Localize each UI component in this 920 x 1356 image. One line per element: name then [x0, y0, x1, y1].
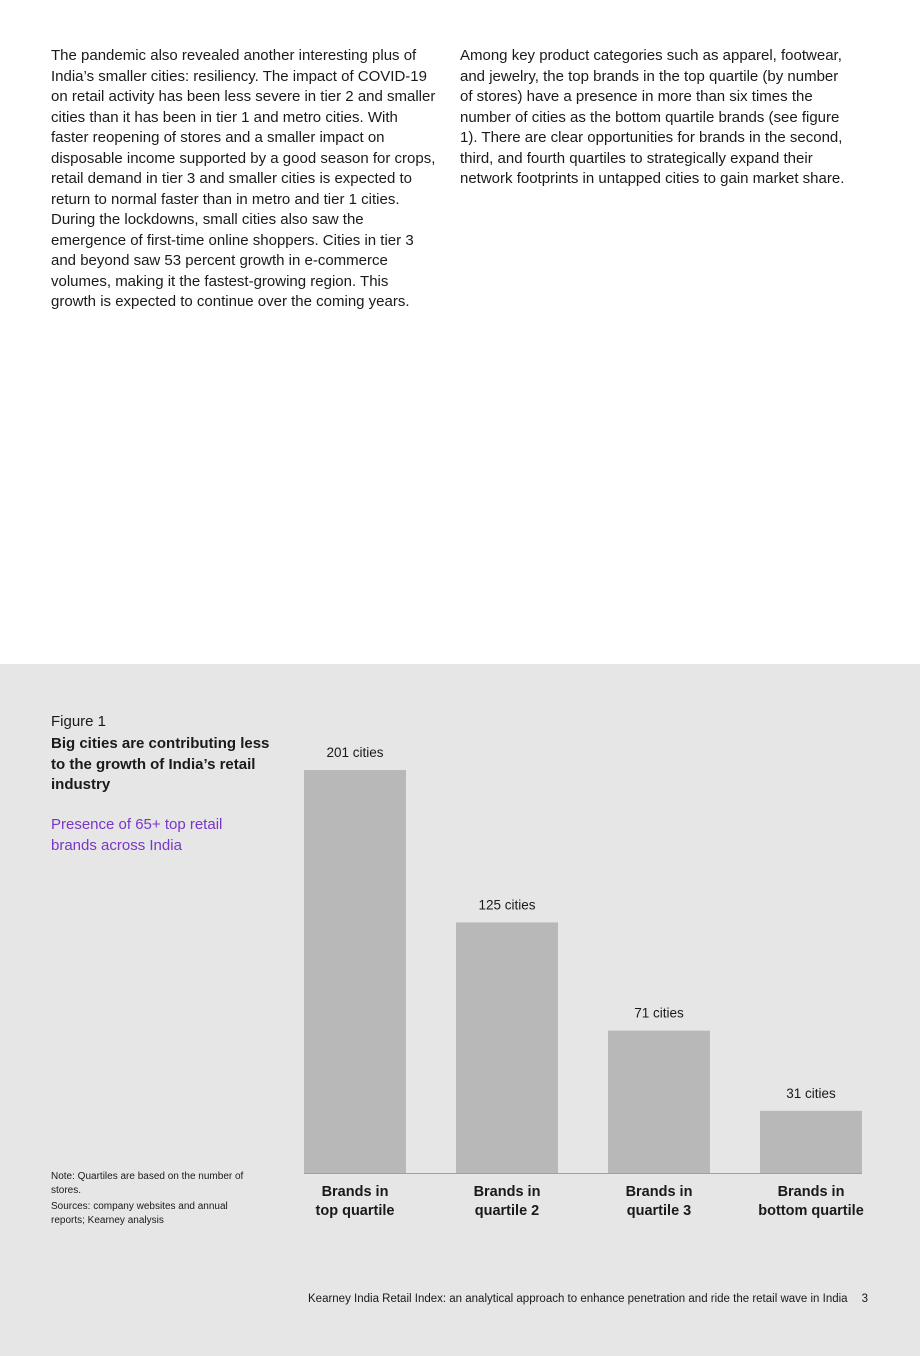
page-footer: [308, 1293, 868, 1305]
category-label-3: [589, 1183, 729, 1221]
category-label-4: [741, 1183, 881, 1221]
data-label-4: 31 cities: [786, 1085, 836, 1101]
bar-4: [760, 1111, 862, 1173]
bar-2: [456, 922, 558, 1173]
category-label-line: Brands in: [321, 1184, 389, 1200]
bar-chart: [290, 730, 880, 1180]
category-label-line: Brands in: [625, 1184, 693, 1200]
figure-label: Figure 1: [51, 713, 107, 730]
body-text-right: Among key product categories such as apparel, footwear, and jewelry, the top brands in the top quartile (by number of stores) have a presence in more than six times the number of cities as the bottom quartile brands (see figure 1). There are clear opportunities for brands in the second, third, and fourth quartiles to strategically expand their network footprints in untapped cities to gain market share.: [460, 47, 845, 187]
data-label-1: 201 cities: [326, 745, 384, 760]
category-label-line: quartile 2: [474, 1203, 540, 1219]
data-label-3: 71 cities: [634, 1005, 684, 1021]
category-label-line: Brands in: [473, 1184, 541, 1200]
category-label-line: bottom quartile: [758, 1203, 864, 1219]
figure-sources: Sources: company websites and annual reports; Kearney analysis: [51, 1201, 228, 1226]
category-label-line: top quartile: [315, 1203, 395, 1219]
bar-1: [304, 770, 406, 1173]
figure-subtitle: Presence of 65+ top retail brands across India: [51, 816, 223, 854]
category-label-2: [437, 1183, 577, 1221]
figure-note: Note: Quartiles are based on the number of stores.: [51, 1171, 244, 1196]
data-label-2: 125 cities: [478, 897, 536, 913]
category-label-line: quartile 3: [626, 1203, 692, 1219]
footer-text: Kearney India Retail Index: an analytical approach to enhance penetration and ride the retail wave in India: [308, 1293, 848, 1305]
bar-3: [608, 1031, 710, 1173]
figure-title: Big cities are contributing less to the growth of India’s retail industry: [51, 735, 270, 793]
category-label-1: [285, 1183, 425, 1221]
page-number: 3: [861, 1293, 868, 1305]
body-text-left: The pandemic also revealed another interesting plus of India’s smaller cities: resiliency. The impact of COVID-19 on retail activity has been less severe in tier 2 and smaller cities than it has been in tier 1 and metro cities. With faster reopening of stores and a smaller impact on disposable income supported by a good season for crops, retail demand in tier 3 and smaller cities is expected to return to normal faster than in metro and tier 1 cities. During the lockdowns, small cities also saw the emergence of first-time online shoppers. Cities in tier 3 and beyond saw 53 percent growth in e-commerce volumes, making it the fastest-growing region. This growth is expected to continue over the coming years.: [51, 47, 436, 310]
category-label-line: Brands in: [777, 1184, 845, 1200]
